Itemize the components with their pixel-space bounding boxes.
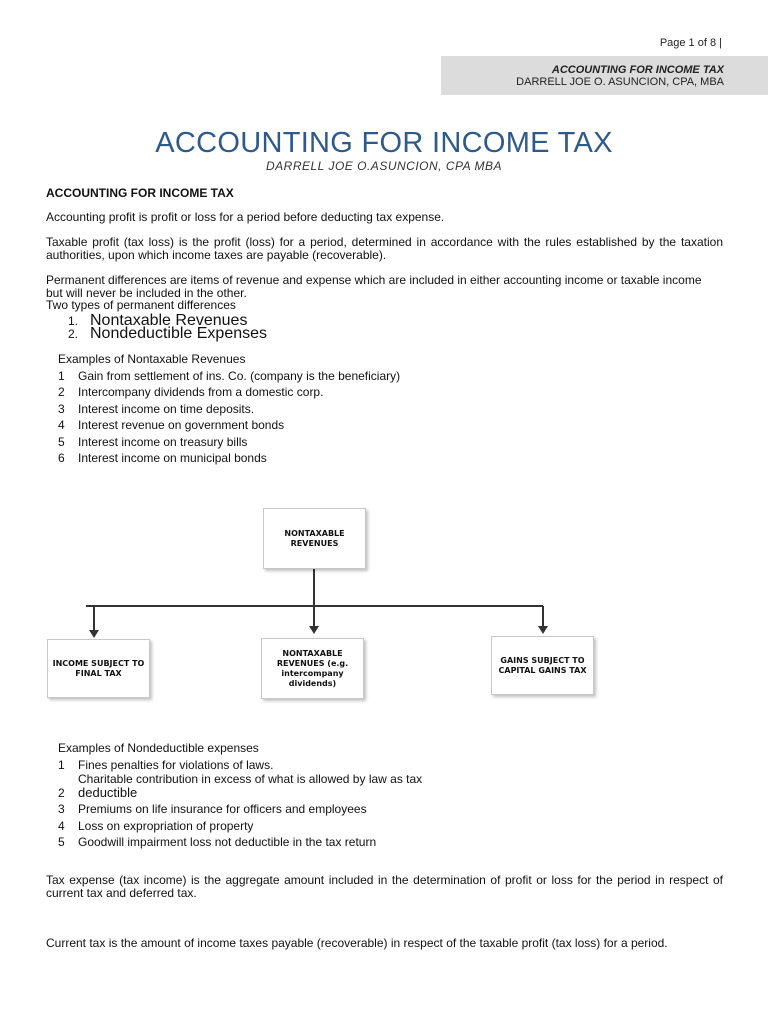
paragraph-current-tax: Current tax is the amount of income taxes payable (recoverable) in respect of the taxable profit (tax loss) for a period. [46,936,668,950]
list-item-text: Fines penalties for violations of laws. [78,758,274,772]
list-item-number: 5 [58,435,65,449]
list-item-number: 2 [58,385,65,399]
page-number: Page 1 of 8 | [659,37,722,49]
list-item-number: 6 [58,451,65,465]
arrow-middle [309,626,319,634]
list-item-number: 3 [58,402,65,416]
paragraph-two-types: Two types of permanent differences [46,298,236,312]
list-item-number: 4 [58,819,65,833]
list-item-text: Interest income on time deposits. [78,402,255,416]
arrow-left [89,630,99,638]
diagram-right-box [491,636,594,695]
list-item-text: Nontaxable Revenues [90,312,248,329]
list-item-number: 1 [58,758,65,772]
list-item-text: Loss on expropriation of property [78,819,254,833]
list-item-number: 3 [58,802,65,816]
list-item-number: 4 [58,418,65,432]
list-item-number: 5 [58,835,65,849]
diagram-right-label: GAINS SUBJECT TO CAPITAL GAINS TAX [498,655,587,675]
document-subtitle: DARRELL JOE O.ASUNCION, CPA MBA [266,159,502,173]
section-heading: ACCOUNTING FOR INCOME TAX [46,186,234,200]
paragraph-permanent-differences-line2: but will never be included in the other. [46,286,247,300]
list-item-number: 2. [68,327,79,341]
list-item-number: 2 [58,786,65,800]
diagram-middle-box [261,638,364,699]
paragraph-accounting-profit: Accounting profit is profit or loss for a period before deducting tax expense. [46,210,445,224]
list-item-text: Intercompany dividends from a domestic corp. [78,385,324,399]
list-item-text: Interest revenue on government bonds [78,418,285,432]
list-item-text: Nondeductible Expenses [90,325,268,342]
list-item-number: 1 [58,369,65,383]
paragraph-taxable-profit: Taxable profit (tax loss) is the profit (loss) for a period, determined in accordance with the rules established by the taxation authorities, upon which income taxes are payable (recoverable). [46,235,723,262]
list-item-text: deductible [78,785,138,800]
document-title: ACCOUNTING FOR INCOME TAX [155,127,613,159]
list-item-text: Gain from settlement of ins. Co. (company is the beneficiary) [78,369,401,383]
diagram-middle-label: NONTAXABLE REVENUES (e.g. intercompany dividends) [276,648,349,688]
list-item-text: Charitable contribution in excess of what is allowed by law as tax [78,772,423,786]
list-item-number: 1. [68,314,79,328]
list-item-text: Premiums on life insurance for officers and employees [78,802,367,816]
running-header-title: ACCOUNTING FOR INCOME TAX [551,64,724,76]
list-item-text: Goodwill impairment loss not deductible in the tax return [78,835,377,849]
arrow-right [538,626,548,634]
nondeductible-examples-heading: Examples of Nondeductible expenses [58,741,259,755]
nontaxable-examples-heading: Examples of Nontaxable Revenues [58,352,246,366]
diagram-root-label: NONTAXABLE REVENUES [284,528,345,548]
paragraph-permanent-differences-line1: Permanent differences are items of revenue and expense which are included in either accounting income or taxable income [46,273,702,287]
list-item-text: Interest income on municipal bonds [78,451,267,465]
diagram-left-label: INCOME SUBJECT TO FINAL TAX [52,658,145,678]
diagram-left-box [47,639,150,698]
diagram-root-box [263,508,366,569]
paragraph-tax-expense: Tax expense (tax income) is the aggregate amount included in the determination of profit or loss for the period in respect of current tax and deferred tax. [46,873,723,900]
list-item-text: Interest income on treasury bills [78,435,248,449]
running-header-author: DARRELL JOE O. ASUNCION, CPA, MBA [516,76,724,88]
